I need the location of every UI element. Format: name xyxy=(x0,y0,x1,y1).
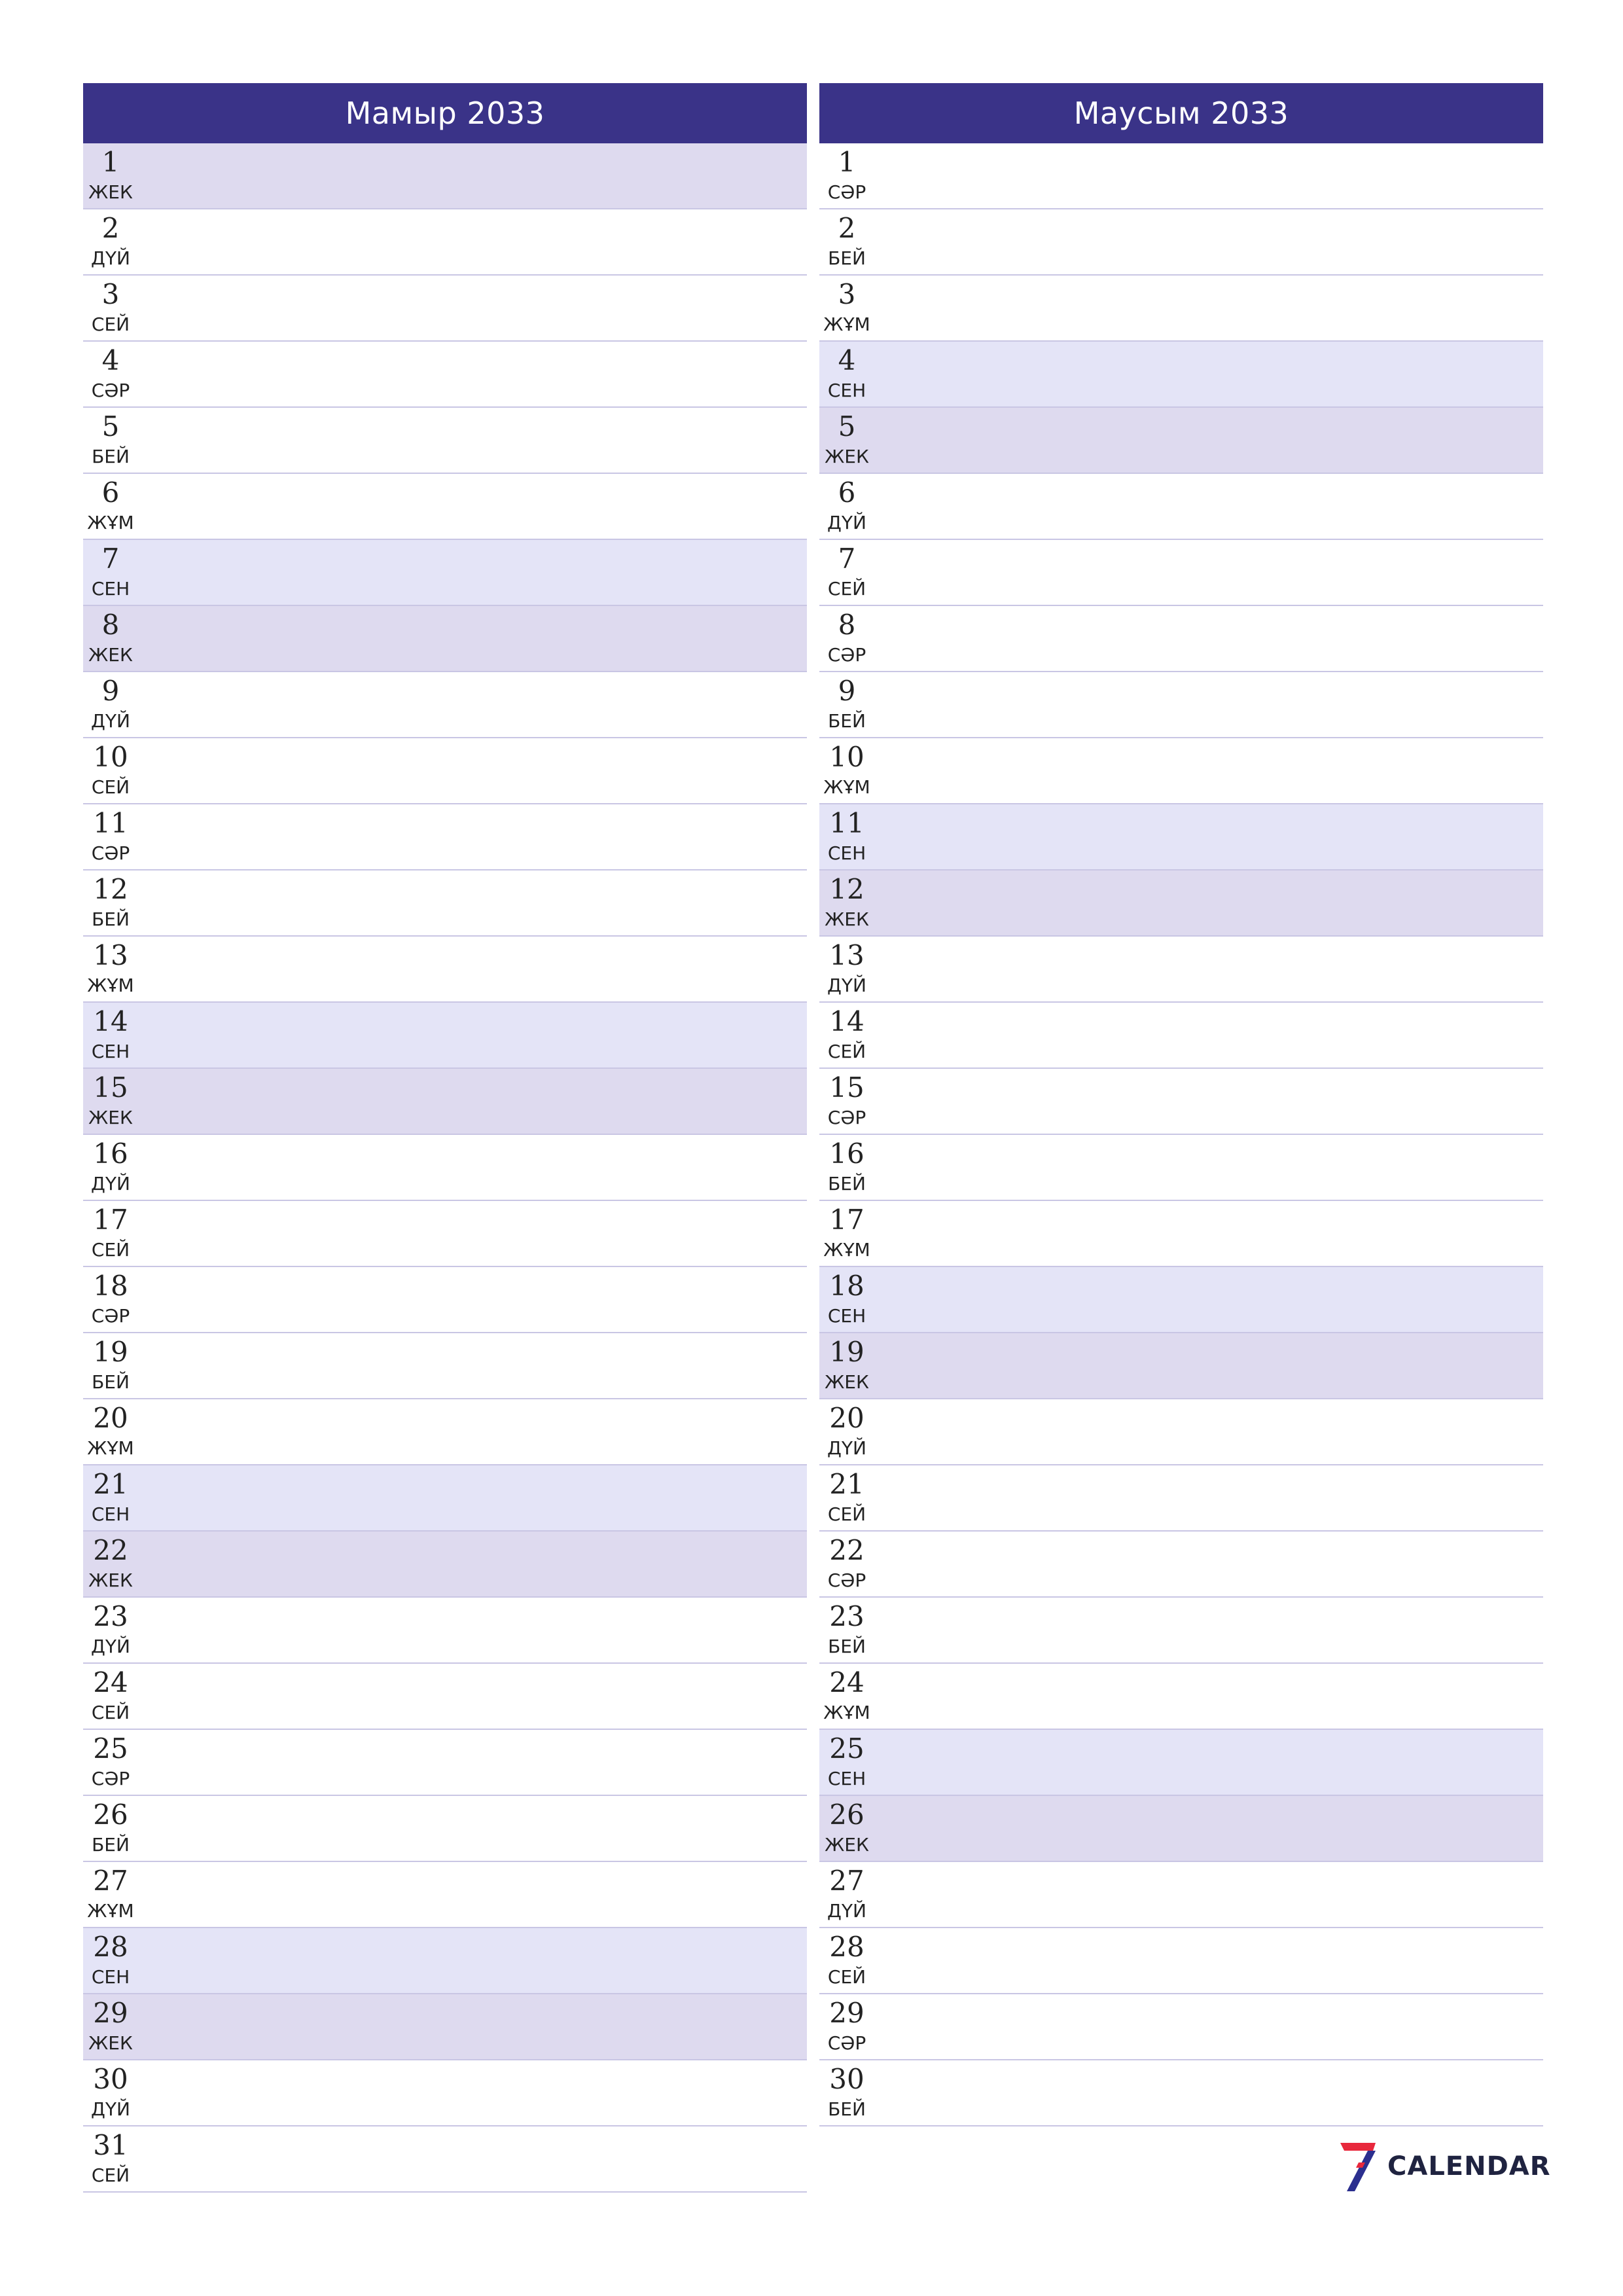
weekday-abbr: СЕЙ xyxy=(827,578,866,600)
weekday-abbr: СЕЙ xyxy=(91,314,130,335)
month-may xyxy=(83,83,807,2193)
logo-text: CALENDAR xyxy=(1387,2151,1551,2181)
day-row xyxy=(83,1003,807,1069)
day-number: 19 xyxy=(93,1336,128,1368)
day-number: 20 xyxy=(93,1402,128,1434)
weekday-abbr: ЖЕК xyxy=(825,1834,869,1856)
day-row xyxy=(83,937,807,1003)
day-number: 5 xyxy=(101,410,120,442)
day-number: 21 xyxy=(93,1468,128,1500)
day-row xyxy=(83,1201,807,1267)
weekday-abbr: ЖЕК xyxy=(825,1371,869,1393)
day-row xyxy=(819,1003,1543,1069)
weekday-abbr: ЖҰМ xyxy=(823,1702,870,1723)
weekday-abbr: ДҮЙ xyxy=(827,1900,866,1922)
weekday-abbr: БЕЙ xyxy=(828,2098,866,2120)
day-number: 10 xyxy=(93,741,128,773)
day-number: 15 xyxy=(93,1071,128,1103)
weekday-abbr: СӘР xyxy=(827,1570,866,1591)
weekday-abbr: ДҮЙ xyxy=(91,1173,130,1194)
day-number: 25 xyxy=(93,1732,128,1765)
weekday-abbr: СЕЙ xyxy=(827,1041,866,1062)
weekday-abbr: СӘР xyxy=(827,181,866,203)
brand-logo xyxy=(1335,2139,1551,2194)
day-number: 12 xyxy=(93,873,128,905)
weekday-abbr: БЕЙ xyxy=(92,1371,130,1393)
weekday-abbr: ЖҰМ xyxy=(87,1900,134,1922)
day-number: 27 xyxy=(829,1865,865,1897)
weekday-abbr: СЕН xyxy=(827,1768,866,1789)
day-row xyxy=(819,540,1543,606)
weekday-abbr: ЖЕК xyxy=(88,1570,133,1591)
day-number: 9 xyxy=(101,675,120,707)
day-row xyxy=(83,870,807,937)
month-june xyxy=(819,83,1543,2126)
day-row xyxy=(819,342,1543,408)
day-row xyxy=(819,1730,1543,1796)
day-list xyxy=(83,143,807,2193)
day-row xyxy=(83,209,807,276)
weekday-abbr: СЕН xyxy=(91,1503,130,1525)
weekday-abbr: СЕН xyxy=(827,842,866,864)
day-row xyxy=(83,1069,807,1135)
day-row xyxy=(819,804,1543,870)
day-number: 14 xyxy=(829,1005,865,1037)
day-row xyxy=(83,1928,807,1994)
day-row xyxy=(819,1201,1543,1267)
day-number: 28 xyxy=(829,1931,865,1963)
day-number: 20 xyxy=(829,1402,865,1434)
day-number: 11 xyxy=(93,807,128,839)
weekday-abbr: ЖҰМ xyxy=(87,1437,134,1459)
day-number: 8 xyxy=(838,609,856,641)
weekday-abbr: ЖЕК xyxy=(88,181,133,203)
day-row xyxy=(819,1664,1543,1730)
day-number: 29 xyxy=(829,1997,865,2029)
day-number: 2 xyxy=(101,212,120,244)
day-number: 4 xyxy=(838,344,856,376)
day-row xyxy=(819,1796,1543,1862)
day-row xyxy=(819,276,1543,342)
weekday-abbr: СӘР xyxy=(91,1768,130,1789)
weekday-abbr: СЕЙ xyxy=(91,1702,130,1723)
day-row xyxy=(819,870,1543,937)
day-row xyxy=(83,804,807,870)
day-number: 16 xyxy=(829,1138,865,1170)
weekday-abbr: ЖҰМ xyxy=(823,1239,870,1261)
weekday-abbr: ДҮЙ xyxy=(91,247,130,269)
weekday-abbr: ЖҰМ xyxy=(823,314,870,335)
weekday-abbr: СӘР xyxy=(91,1305,130,1327)
day-row xyxy=(83,2060,807,2126)
day-row xyxy=(83,1465,807,1532)
day-number: 2 xyxy=(838,212,856,244)
day-number: 13 xyxy=(93,939,128,971)
weekday-abbr: ЖҰМ xyxy=(823,776,870,798)
weekday-abbr: БЕЙ xyxy=(92,446,130,467)
day-row xyxy=(83,1598,807,1664)
day-number: 16 xyxy=(93,1138,128,1170)
weekday-abbr: БЕЙ xyxy=(828,710,866,732)
weekday-abbr: СӘР xyxy=(827,1107,866,1128)
day-row xyxy=(83,408,807,474)
day-number: 21 xyxy=(829,1468,865,1500)
day-number: 25 xyxy=(829,1732,865,1765)
day-row xyxy=(83,1399,807,1465)
day-number: 7 xyxy=(838,543,856,575)
day-row xyxy=(83,1862,807,1928)
day-number: 6 xyxy=(838,476,856,509)
day-row xyxy=(83,1796,807,1862)
day-number: 3 xyxy=(101,278,120,310)
day-row xyxy=(83,342,807,408)
day-number: 10 xyxy=(829,741,865,773)
day-row xyxy=(83,540,807,606)
weekday-abbr: ДҮЙ xyxy=(827,1437,866,1459)
day-number: 11 xyxy=(829,807,865,839)
weekday-abbr: СЕЙ xyxy=(91,776,130,798)
day-number: 8 xyxy=(101,609,120,641)
day-number: 24 xyxy=(829,1666,865,1698)
weekday-abbr: СЕЙ xyxy=(827,1503,866,1525)
day-row xyxy=(83,1333,807,1399)
day-number: 7 xyxy=(101,543,120,575)
seven-logo-icon xyxy=(1335,2140,1381,2193)
day-row xyxy=(83,672,807,738)
day-number: 26 xyxy=(829,1799,865,1831)
day-row xyxy=(819,1465,1543,1532)
day-number: 3 xyxy=(838,278,856,310)
day-row xyxy=(819,1928,1543,1994)
day-number: 29 xyxy=(93,1997,128,2029)
day-row xyxy=(819,1267,1543,1333)
weekday-abbr: ЖЕК xyxy=(825,446,869,467)
day-row xyxy=(83,143,807,209)
weekday-abbr: БЕЙ xyxy=(92,1834,130,1856)
weekday-abbr: СЕН xyxy=(91,1041,130,1062)
weekday-abbr: БЕЙ xyxy=(92,908,130,930)
day-number: 30 xyxy=(829,2063,865,2095)
weekday-abbr: БЕЙ xyxy=(828,1636,866,1657)
weekday-abbr: СӘР xyxy=(91,842,130,864)
day-number: 27 xyxy=(93,1865,128,1897)
day-row xyxy=(83,1664,807,1730)
weekday-abbr: ДҮЙ xyxy=(91,710,130,732)
weekday-abbr: ДҮЙ xyxy=(827,975,866,996)
day-number: 30 xyxy=(93,2063,128,2095)
day-row xyxy=(819,672,1543,738)
day-number: 1 xyxy=(101,146,120,178)
day-row xyxy=(819,1135,1543,1201)
day-row xyxy=(819,1862,1543,1928)
weekday-abbr: СЕН xyxy=(827,380,866,401)
day-number: 15 xyxy=(829,1071,865,1103)
weekday-abbr: ЖЕК xyxy=(825,908,869,930)
day-row xyxy=(83,606,807,672)
weekday-abbr: СЕН xyxy=(827,1305,866,1327)
day-row xyxy=(819,1333,1543,1399)
day-number: 26 xyxy=(93,1799,128,1831)
day-row xyxy=(83,2126,807,2193)
weekday-abbr: СӘР xyxy=(827,2032,866,2054)
day-row xyxy=(819,408,1543,474)
day-row xyxy=(819,209,1543,276)
day-row xyxy=(819,474,1543,540)
day-row xyxy=(83,1135,807,1201)
day-row xyxy=(83,1267,807,1333)
month-title: Маусым 2033 xyxy=(819,83,1543,143)
day-row xyxy=(819,1598,1543,1664)
day-row xyxy=(819,143,1543,209)
day-number: 19 xyxy=(829,1336,865,1368)
day-row xyxy=(83,1730,807,1796)
day-row xyxy=(819,937,1543,1003)
day-number: 14 xyxy=(93,1005,128,1037)
weekday-abbr: ДҮЙ xyxy=(91,2098,130,2120)
weekday-abbr: ЖҰМ xyxy=(87,975,134,996)
weekday-abbr: ЖЕК xyxy=(88,644,133,666)
day-number: 22 xyxy=(829,1534,865,1566)
weekday-abbr: СЕЙ xyxy=(827,1966,866,1988)
day-number: 9 xyxy=(838,675,856,707)
day-row xyxy=(819,1069,1543,1135)
day-row xyxy=(83,1994,807,2060)
day-row xyxy=(819,2060,1543,2126)
day-number: 23 xyxy=(829,1600,865,1632)
day-row xyxy=(83,738,807,804)
weekday-abbr: СЕН xyxy=(91,578,130,600)
day-number: 12 xyxy=(829,873,865,905)
weekday-abbr: СЕЙ xyxy=(91,1239,130,1261)
day-row xyxy=(819,1994,1543,2060)
month-title: Мамыр 2033 xyxy=(83,83,807,143)
day-number: 22 xyxy=(93,1534,128,1566)
day-row xyxy=(819,1532,1543,1598)
day-list xyxy=(819,143,1543,2126)
weekday-abbr: ЖЕК xyxy=(88,2032,133,2054)
weekday-abbr: СӘР xyxy=(91,380,130,401)
day-number: 1 xyxy=(838,146,856,178)
weekday-abbr: ЖҰМ xyxy=(87,512,134,533)
day-number: 17 xyxy=(829,1204,865,1236)
day-row xyxy=(83,276,807,342)
day-number: 18 xyxy=(829,1270,865,1302)
weekday-abbr: БЕЙ xyxy=(828,1173,866,1194)
weekday-abbr: ДҮЙ xyxy=(91,1636,130,1657)
weekday-abbr: СӘР xyxy=(827,644,866,666)
day-number: 4 xyxy=(101,344,120,376)
day-number: 6 xyxy=(101,476,120,509)
day-row xyxy=(83,474,807,540)
day-number: 5 xyxy=(838,410,856,442)
day-row xyxy=(819,738,1543,804)
day-row xyxy=(819,1399,1543,1465)
weekday-abbr: ДҮЙ xyxy=(827,512,866,533)
weekday-abbr: СЕЙ xyxy=(91,2164,130,2186)
weekday-abbr: БЕЙ xyxy=(828,247,866,269)
day-number: 17 xyxy=(93,1204,128,1236)
day-row xyxy=(819,606,1543,672)
weekday-abbr: СЕН xyxy=(91,1966,130,1988)
day-number: 24 xyxy=(93,1666,128,1698)
day-number: 13 xyxy=(829,939,865,971)
day-number: 28 xyxy=(93,1931,128,1963)
day-number: 18 xyxy=(93,1270,128,1302)
day-row xyxy=(83,1532,807,1598)
weekday-abbr: ЖЕК xyxy=(88,1107,133,1128)
day-number: 23 xyxy=(93,1600,128,1632)
day-number: 31 xyxy=(93,2129,128,2161)
